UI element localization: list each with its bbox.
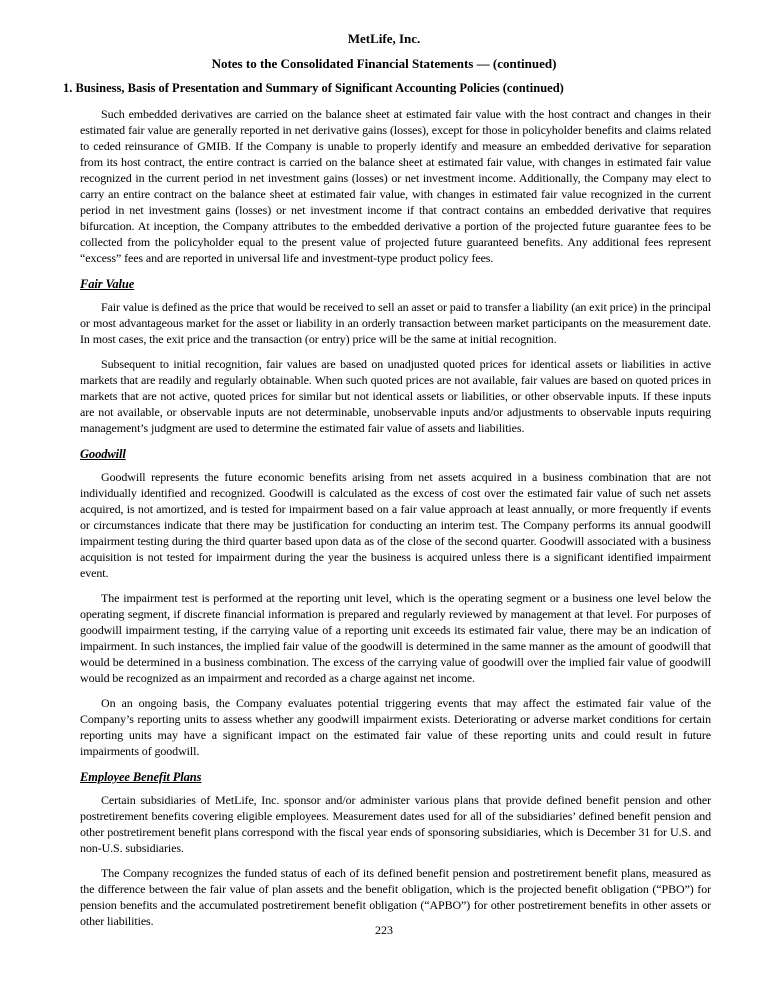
section-heading-fair-value: Fair Value bbox=[80, 277, 135, 291]
section-heading-goodwill: Goodwill bbox=[80, 447, 126, 461]
document-header bbox=[0, 31, 768, 72]
section-heading-employee-benefit-plans: Employee Benefit Plans bbox=[80, 770, 202, 784]
employee-benefit-plans-paragraph-1: Certain subsidiaries of MetLife, Inc. sponsor and/or administer various plans that provide defined benefit pension and other postretirement benefits covering eligible employees. Measurement dates used for all of the subsidiaries’ defined benefit pension and other postretirement benefit plans correspond with the fiscal year ends of sponsoring subsidiaries, which is December 31 for U.S. and non-U.S. subsidiaries. bbox=[80, 793, 711, 855]
employee-benefit-plans-paragraph-2: The Company recognizes the funded status of each of its defined benefit pension and postretirement benefit plans, measured as the difference between the fair value of plan assets and the benefit obligation, which is the projected benefit obligation (“PBO”) for pension benefits and the accumulated postretirement benefit obligation (“APBO”) for other postretirement benefits in other assets or other liabilities. bbox=[80, 866, 711, 928]
intro-paragraph: Such embedded derivatives are carried on the balance sheet at estimated fair value with the host contract and changes in their estimated fair value are generally reported in net derivative gains (losses), except for those in policyholder benefits and claims related to ceded reinsurance of GMIB. If the Company is unable to properly identify and measure an embedded derivative for separation from its host contract, the entire contract is carried on the balance sheet at estimated fair value, with changes in estimated fair value recognized in the current period in net investment gains (losses) or net investment income. Additionally, the Company may elect to carry an entire contract on the balance sheet at estimated fair value, with changes in estimated fair value recognized in the current period in net investment gains (losses) or net investment income if that contract contains an embedded derivative that requires bifurcation. At inception, the Company attributes to the embedded derivative a portion of the projected future guarantee fees to be collected from the policyholder equal to the present value of projected future guaranteed benefits. Any additional fees represent “excess” fees and are reported in universal life and investment-type product policy fees. bbox=[80, 107, 711, 265]
goodwill-paragraph-1: Goodwill represents the future economic benefits arising from net assets acquired in a business combination that are not individually identified and recognized. Goodwill is calculated as the excess of cost over the estimated fair value of such net assets acquired, is not amortized, and is tested for impairment based on a fair value approach at least annually, or more frequently if events or circumstances indicate that there may be justification for conducting an interim test. The Company performs its annual goodwill impairment testing during the third quarter based upon data as of the close of the second quarter. Goodwill associated with a business acquisition is not tested for impairment during the year the business is acquired unless there is a significant identified impairment event. bbox=[80, 470, 711, 580]
goodwill-paragraph-2: The impairment test is performed at the reporting unit level, which is the operating segment or a business one level below the operating segment, if discrete financial information is prepared and regularly reviewed by management at that level. For purposes of goodwill impairment testing, if the carrying value of a reporting unit exceeds its estimated fair value, there may be an indication of impairment. In such instances, the implied fair value of the goodwill is determined in the same manner as the amount of goodwill that would be determined in a business combination. The excess of the carrying value of goodwill over the implied fair value of goodwill would be recognized as an impairment and recorded as a charge against net income. bbox=[80, 591, 711, 685]
note-heading: 1. Business, Basis of Presentation and Summary of Significant Accounting Policies (continued) bbox=[63, 81, 564, 95]
goodwill-paragraph-3: On an ongoing basis, the Company evaluates potential triggering events that may affect the estimated fair value of the Company’s reporting units to assess whether any goodwill impairment exists. Deteriorating or adverse market conditions for certain reporting units may have a significant impact on the estimated fair value of these reporting units and could result in future impairments of goodwill. bbox=[80, 696, 711, 758]
fair-value-paragraph-2: Subsequent to initial recognition, fair values are based on unadjusted quoted prices for identical assets or liabilities in active markets that are readily and regularly obtainable. When such quoted prices are not available, fair values are based on quoted prices in markets that are not active, quoted prices for similar but not identical assets or liabilities, or other observable inputs. If these inputs are not available, or observable inputs are not determinable, unobservable inputs and/or adjustments to observable inputs requiring management’s judgment are used to determine the estimated fair value of assets and liabilities. bbox=[80, 357, 711, 435]
fair-value-paragraph-1: Fair value is defined as the price that would be received to sell an asset or paid to transfer a liability (an exit price) in the principal or most advantageous market for the asset or liability in an orderly transaction between market participants on the measurement date. In most cases, the exit price and the transaction (or entry) price will be the same at initial recognition. bbox=[80, 300, 711, 346]
page-number: 223 bbox=[375, 923, 393, 937]
document-body bbox=[80, 106, 711, 929]
document-title: Notes to the Consolidated Financial Statements — (continued) bbox=[211, 56, 557, 71]
company-name: MetLife, Inc. bbox=[347, 31, 421, 46]
